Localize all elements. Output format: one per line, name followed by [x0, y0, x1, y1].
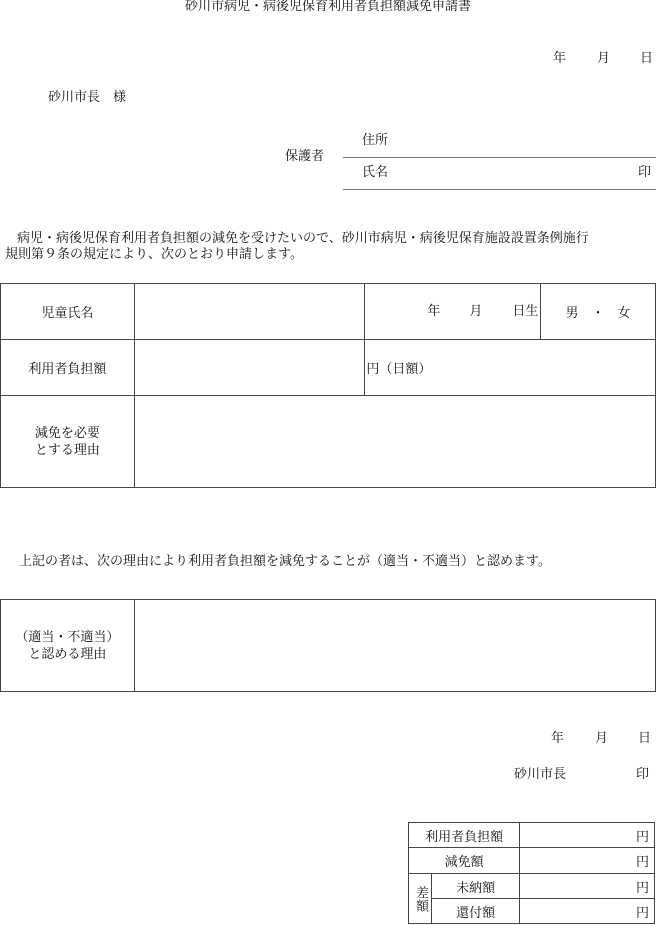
reason-label-line-1: 減免を必要 [34, 425, 100, 441]
intro-line-2: 規則第９条の規定により、次のとおり申請します。 [5, 247, 303, 262]
approval-reason-label-line-1: （適当・不適当） [15, 629, 120, 645]
birth-month-label: 月 [469, 304, 483, 319]
fee-label: 利用者負担額 [1, 340, 135, 396]
application-form-table [0, 283, 656, 488]
reason-cell[interactable] [134, 396, 655, 488]
summary-label-reduction: 減免額 [409, 848, 520, 874]
summary-value-reduction[interactable]: 円 [520, 848, 655, 874]
guardian-label: 保護者 [285, 149, 325, 164]
mayor-title: 砂川市長 [514, 767, 567, 782]
guardian-address-line [343, 157, 656, 158]
summary-value-refund[interactable]: 円 [520, 899, 655, 924]
guardian-seal: 印 [638, 165, 652, 180]
summary-diff-label: 差額 [409, 874, 432, 924]
date-year-label: 年 [553, 51, 567, 66]
mayor-seal: 印 [636, 767, 650, 782]
approval-date-day: 日 [638, 731, 652, 746]
approval-reason-table [0, 599, 656, 692]
summary-label-unpaid: 未納額 [431, 874, 519, 899]
reason-label-line-2: とする理由 [34, 442, 100, 458]
fee-amount-cell[interactable] [134, 340, 365, 396]
document-title: 砂川市病児・病後児保育利用者負担額減免申請書 [184, 0, 471, 14]
approval-reason-cell[interactable] [134, 600, 655, 692]
guardian-name-label: 氏名 [362, 165, 389, 180]
birth-day-suffix: 日生 [512, 304, 539, 319]
reason-label [1, 396, 135, 488]
child-name-cell[interactable] [134, 284, 365, 340]
summary-value-unpaid[interactable]: 円 [520, 874, 655, 899]
birth-year-label: 年 [427, 304, 441, 319]
date-month-label: 月 [597, 51, 611, 66]
approval-date-month: 月 [595, 731, 609, 746]
addressee: 砂川市長 様 [48, 90, 127, 105]
child-name-label: 児童氏名 [1, 284, 135, 340]
gender-cell[interactable]: 男 ・ 女 [541, 284, 656, 340]
guardian-name-line [343, 189, 656, 190]
approval-date-year: 年 [551, 731, 565, 746]
approval-statement: 上記の者は、次の理由により利用者負担額を減免することが（適当・不適当）と認めます。 [19, 554, 551, 569]
summary-value-fee[interactable]: 円 [520, 823, 655, 848]
summary-label-fee: 利用者負担額 [409, 823, 520, 848]
date-day-label: 日 [640, 51, 654, 66]
fee-summary-table [408, 822, 655, 924]
approval-reason-label [1, 600, 135, 692]
birth-date-cell[interactable] [365, 284, 541, 340]
approval-reason-label-line-2: と認める理由 [28, 646, 107, 662]
summary-label-refund: 還付額 [431, 899, 519, 924]
intro-line-1: 病児・病後児保育利用者負担額の減免を受けたいので、砂川市病児・病後児保育施設設置条例施行 [17, 231, 589, 246]
fee-unit: 円（日額） [365, 340, 656, 396]
guardian-address-label: 住所 [362, 133, 389, 148]
